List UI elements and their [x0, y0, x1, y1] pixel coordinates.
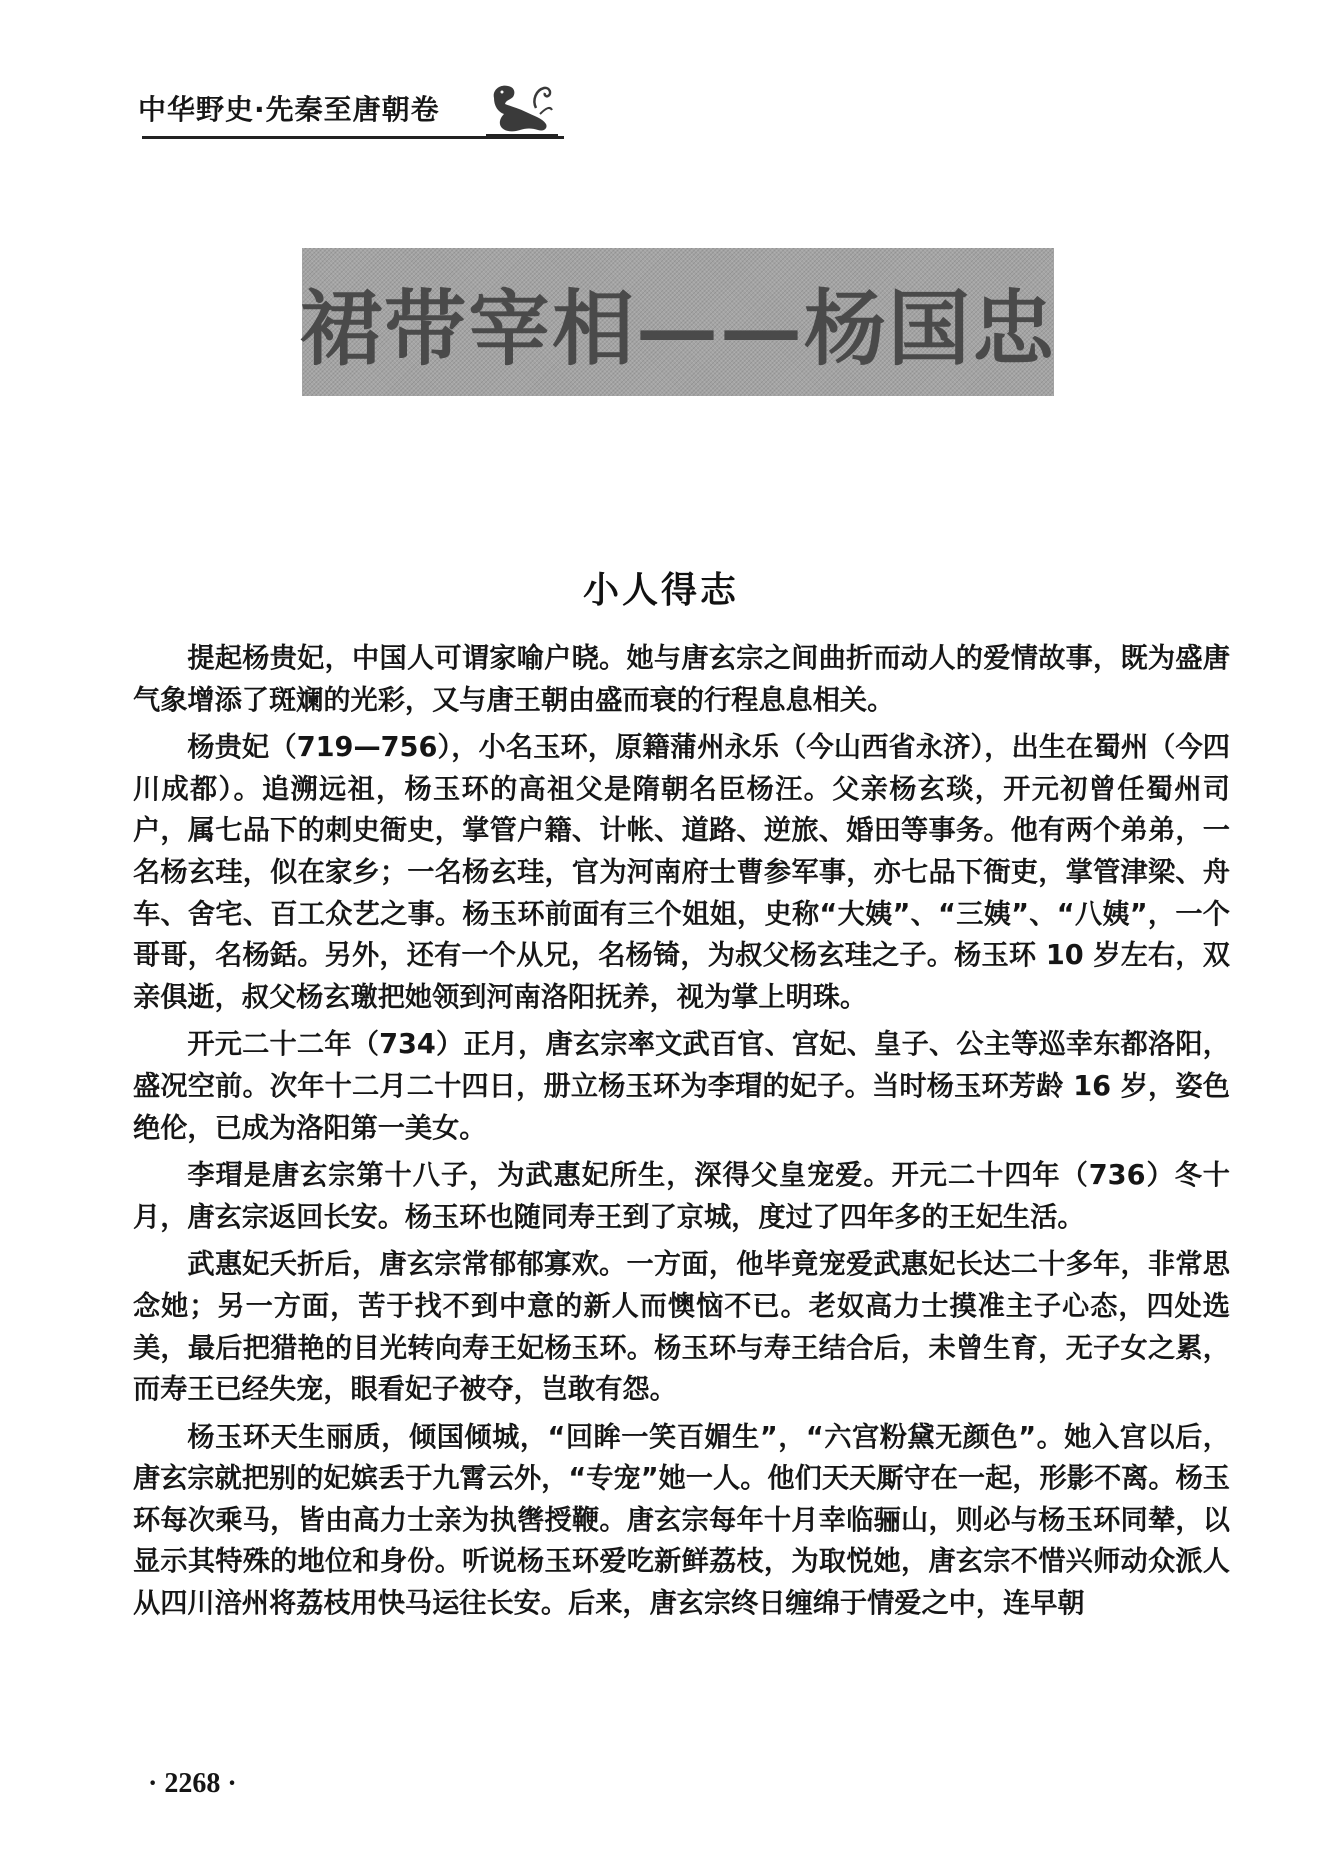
paragraph: 武惠妃夭折后，唐玄宗常郁郁寡欢。一方面，他毕竟宠爱武惠妃长达二十多年，非常思念她；另一方面，苦于找不到中意的新人而懊恼不已。老奴高力士摸准主子心态，四处选美，最后把猎艳的目光转向寿王妃杨玉环。杨玉环与寿王结合后，未曾生育，无子女之累，而寿王已经失宠，眼看妃子被夺，岂敢有怨。: [133, 1249, 1230, 1406]
running-head: 中华野史·先秦至唐朝卷: [138, 93, 440, 126]
section-title: 小人得志: [582, 570, 739, 611]
chapter-title-banner: [300, 248, 1057, 396]
body-text: [133, 638, 1230, 1631]
paragraph: 开元二十二年（734）正月，唐玄宗率文武百官、宫妃、皇子、公主等巡幸东都洛阳，盛况空前。次年十二月二十四日，册立杨玉环为李瑁的妃子。当时杨玉环芳龄 16 岁，姿色绝伦，已成为洛阳第一美女。: [133, 1029, 1230, 1144]
paragraph: 李瑁是唐玄宗第十八子，为武惠妃所生，深得父皇宠爱。开元二十四年（736）冬十月，唐玄宗返回长安。杨玉环也随同寿王到了京城，度过了四年多的王妃生活。: [133, 1160, 1230, 1233]
paragraph: 提起杨贵妃，中国人可谓家喻户晓。她与唐玄宗之间曲折而动人的爱情故事，既为盛唐气象增添了斑斓的光彩，又与唐王朝由盛而衰的行程息息相关。: [133, 643, 1230, 716]
chapter-title: 裙带宰相——杨国忠: [300, 280, 1057, 377]
mythical-beast-emblem-icon: [486, 78, 558, 136]
header-rule: [142, 136, 564, 139]
paragraph: 杨贵妃（719—756），小名玉环，原籍蒲州永乐（今山西省永济），出生在蜀州（今四川成都）。追溯远祖，杨玉环的高祖父是隋朝名臣杨汪。父亲杨玄琰，开元初曾任蜀州司户，属七品下的刺史衙史，掌管户籍、计帐、道路、逆旅、婚田等事务。他有两个弟弟，一名杨玄珪，似在家乡；一名杨玄珪，官为河南府士曹参军事，亦七品下衙吏，掌管津梁、舟车、舍宅、百工众艺之事。杨玉环前面有三个姐姐，史称“大姨”、“三姨”、“八姨”，一个哥哥，名杨銛。另外，还有一个从兄，名杨锜，为叔父杨玄珪之子。杨玉环 10 岁左右，双亲俱逝，叔父杨玄璬把她领到河南洛阳抚养，视为掌上明珠。: [133, 732, 1230, 1013]
page-number: · 2268 ·: [148, 1768, 237, 1799]
paragraph: 杨玉环天生丽质，倾国倾城，“回眸一笑百媚生”，“六宫粉黛无颜色”。她入宫以后，唐玄宗就把别的妃嫔丢于九霄云外，“专宠”她一人。他们天天厮守在一起，形影不离。杨玉环每次乘马，皆由高力士亲为执辔授鞭。唐玄宗每年十月幸临骊山，则必与杨玉环同辇，以显示其特殊的地位和身份。听说杨玉环爱吃新鲜荔枝，为取悦她，唐玄宗不惜兴师动众派人从四川涪州将荔枝用快马运往长安。后来，唐玄宗终日缠绵于情爱之中，连早朝: [133, 1421, 1230, 1620]
